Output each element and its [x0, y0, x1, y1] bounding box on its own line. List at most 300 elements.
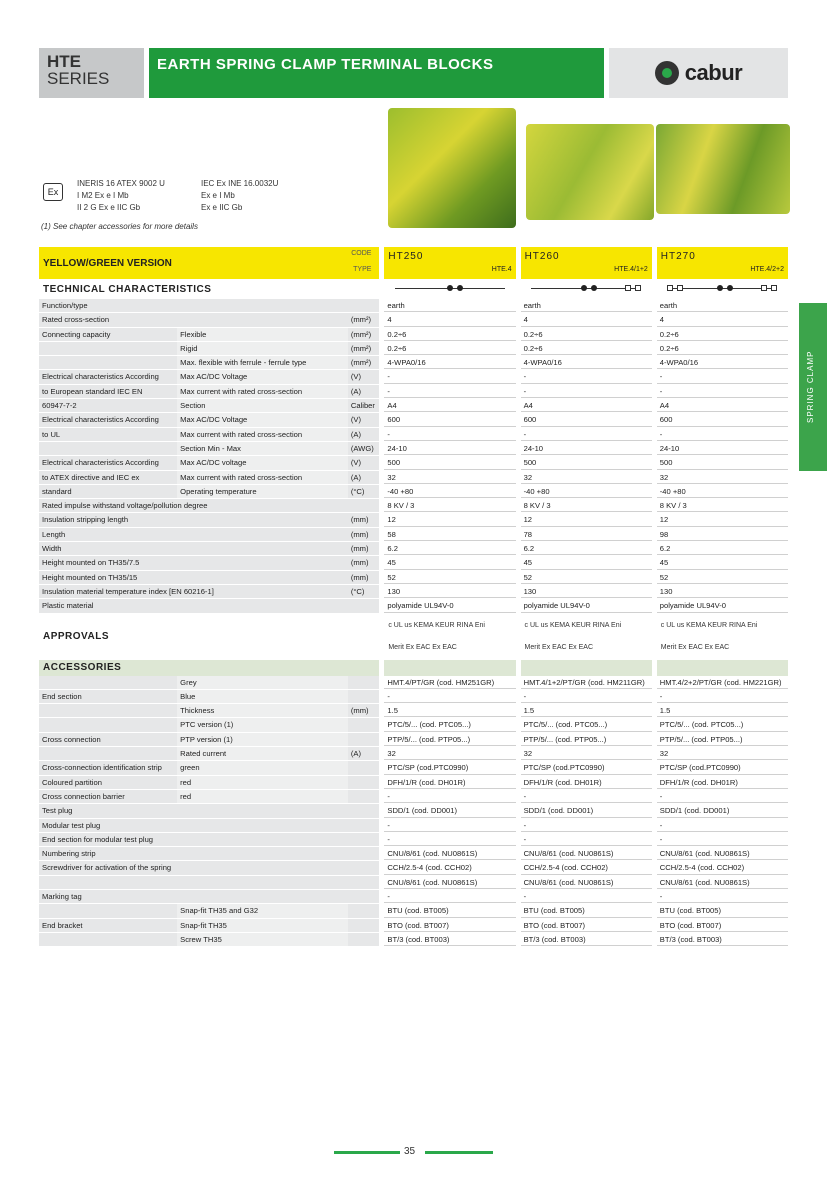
- row-value: -: [521, 790, 652, 803]
- row-unit: (A): [348, 428, 380, 441]
- row-label: [39, 876, 348, 889]
- series-badge: [39, 48, 144, 98]
- row-unit: [348, 776, 380, 789]
- atex-ex-icon: Ex: [43, 183, 63, 201]
- row-unit: [348, 499, 380, 512]
- row-label: Width: [39, 542, 348, 555]
- product-photo-ht270: [656, 124, 790, 214]
- row-value: HMT.4/1+2/PT/GR (cod. HM211GR): [521, 676, 652, 689]
- row-sublabel: Max current with rated cross-section: [177, 385, 348, 398]
- row-unit: (mm²): [348, 342, 380, 355]
- row-value: 1.5: [657, 704, 788, 717]
- row-label: Rated cross-section: [39, 313, 348, 326]
- row-value: PTP/5/... (cod. PTP05...): [384, 733, 515, 746]
- row-unit: [348, 861, 380, 874]
- table-row: [39, 542, 788, 556]
- row-label: [39, 904, 177, 917]
- row-value: PTC/SP (cod.PTC0990): [657, 761, 788, 774]
- approval-marks: c UL us KEMA KEUR RINA Eni Merit Ex EAC Ex EAC: [657, 615, 788, 659]
- table-row: [39, 370, 788, 384]
- row-value: 24-10: [384, 442, 515, 455]
- row-label: Test plug: [39, 804, 348, 817]
- row-sublabel: Max. flexible with ferrule - ferrule type: [177, 356, 348, 369]
- row-sublabel: Snap-fit TH35: [177, 919, 348, 932]
- row-value: BT/3 (cod. BT003): [657, 933, 788, 946]
- row-value: CNU/8/61 (cod. NU0861S): [521, 876, 652, 889]
- row-value: DFH/1/R (cod. DH01R): [521, 776, 652, 789]
- row-value: -: [521, 385, 652, 398]
- row-label: to European standard IEC EN: [39, 385, 177, 398]
- row-value: 0.2÷6: [384, 328, 515, 341]
- row-value: 78: [521, 528, 652, 541]
- table-row: [39, 704, 788, 718]
- approval-marks: c UL us KEMA KEUR RINA Eni Merit Ex EAC Ex EAC: [384, 615, 515, 659]
- row-value: 130: [384, 585, 515, 598]
- row-value: -: [384, 890, 515, 903]
- row-value: -: [384, 385, 515, 398]
- row-value: PTC/5/... (cod. PTC05...): [657, 718, 788, 731]
- product-header-1: HT250 HTE.4: [384, 247, 515, 279]
- approval-marks: c UL us KEMA KEUR RINA Eni Merit Ex EAC Ex EAC: [521, 615, 652, 659]
- logo-text: cabur: [684, 60, 743, 85]
- side-tab-label: SPRING CLAMP: [806, 350, 815, 423]
- table-row: [39, 676, 788, 690]
- row-value: CNU/8/61 (cod. NU0861S): [384, 847, 515, 860]
- row-unit: [348, 299, 380, 312]
- row-value: 4: [384, 313, 515, 326]
- row-value: -: [384, 428, 515, 441]
- row-unit: (V): [348, 413, 380, 426]
- row-value: 0.2÷6: [657, 328, 788, 341]
- row-unit: [348, 733, 380, 746]
- row-unit: [348, 933, 380, 946]
- row-value: earth: [521, 299, 652, 312]
- row-value: CNU/8/61 (cod. NU0861S): [521, 847, 652, 860]
- row-label: [39, 342, 177, 355]
- row-unit: (A): [348, 385, 380, 398]
- row-value: A4: [384, 399, 515, 412]
- row-value: SDD/1 (cod. DD001): [657, 804, 788, 817]
- row-value: 4-WPA0/16: [384, 356, 515, 369]
- row-value: 600: [657, 413, 788, 426]
- row-sublabel: Grey: [177, 676, 348, 689]
- row-unit: (A): [348, 471, 380, 484]
- row-sublabel: Max current with rated cross-section: [177, 471, 348, 484]
- section-title: ACCESSORIES: [39, 660, 379, 676]
- row-value: -: [521, 370, 652, 383]
- row-unit: [348, 833, 380, 846]
- row-value: PTC/5/... (cod. PTC05...): [521, 718, 652, 731]
- page-bar-left: [334, 1151, 400, 1154]
- table-row: [39, 861, 788, 875]
- table-row: [39, 456, 788, 470]
- row-value: -: [657, 890, 788, 903]
- row-value: CCH/2.5-4 (cod. CCH02): [657, 861, 788, 874]
- row-unit: [348, 847, 380, 860]
- row-value: 0.2÷6: [384, 342, 515, 355]
- row-unit: (mm): [348, 513, 380, 526]
- row-value: A4: [657, 399, 788, 412]
- atex-certs: INERIS 16 ATEX 9002 U I M2 Ex e I Mb II 2 G Ex e IIC Gb: [77, 179, 165, 212]
- row-value: -: [657, 370, 788, 383]
- table-row: [39, 690, 788, 704]
- table-row: [39, 933, 788, 947]
- row-unit: (mm²): [348, 313, 380, 326]
- row-label: [39, 676, 177, 689]
- row-sublabel: Blue: [177, 690, 348, 703]
- row-sublabel: Section: [177, 399, 348, 412]
- row-value: 0.2÷6: [521, 328, 652, 341]
- row-value: 52: [521, 571, 652, 584]
- row-sublabel: Screw TH35: [177, 933, 348, 946]
- row-value: -: [384, 370, 515, 383]
- row-label: End bracket: [39, 919, 177, 932]
- row-value: -: [384, 790, 515, 803]
- row-value: 32: [384, 747, 515, 760]
- row-sublabel: Rigid: [177, 342, 348, 355]
- row-value: SDD/1 (cod. DD001): [521, 804, 652, 817]
- row-value: -: [657, 833, 788, 846]
- tech-rows: [39, 299, 788, 614]
- row-value: 4: [521, 313, 652, 326]
- type-label: TYPE: [353, 266, 372, 273]
- row-value: 98: [657, 528, 788, 541]
- row-value: BTO (cod. BT007): [521, 919, 652, 932]
- row-value: 45: [521, 556, 652, 569]
- row-unit: [348, 599, 380, 612]
- row-sublabel: Max AC/DC voltage: [177, 456, 348, 469]
- row-unit: (V): [348, 456, 380, 469]
- row-label: End section: [39, 690, 177, 703]
- row-value: 4-WPA0/16: [657, 356, 788, 369]
- row-label: Function/type: [39, 299, 348, 312]
- table-row: [39, 399, 788, 413]
- row-label: [39, 356, 177, 369]
- row-unit: (°C): [348, 585, 380, 598]
- table-row: [39, 776, 788, 790]
- table-row: [39, 556, 788, 570]
- row-value: 52: [384, 571, 515, 584]
- row-value: CCH/2.5-4 (cod. CCH02): [384, 861, 515, 874]
- table-row: [39, 876, 788, 890]
- row-value: 4: [657, 313, 788, 326]
- row-unit: (mm): [348, 556, 380, 569]
- row-label: Connecting capacity: [39, 328, 177, 341]
- row-sublabel: green: [177, 761, 348, 774]
- approvals-row: [39, 614, 788, 660]
- row-label: Modular test plug: [39, 819, 348, 832]
- row-value: BT/3 (cod. BT003): [384, 933, 515, 946]
- cabur-logo-icon: [655, 61, 679, 85]
- row-value: 500: [657, 456, 788, 469]
- product-photo-ht250: [388, 108, 516, 228]
- row-unit: (A): [348, 747, 380, 760]
- row-unit: [348, 919, 380, 932]
- row-value: BT/3 (cod. BT003): [521, 933, 652, 946]
- table-row: [39, 528, 788, 542]
- table-row: [39, 471, 788, 485]
- row-label: Cross connection: [39, 733, 177, 746]
- row-unit: (mm): [348, 704, 380, 717]
- row-label: Screwdriver for activation of the spring: [39, 861, 348, 874]
- row-sublabel: Flexible: [177, 328, 348, 341]
- row-unit: [348, 904, 380, 917]
- row-value: 32: [521, 471, 652, 484]
- row-label: Coloured partition: [39, 776, 177, 789]
- row-label: [39, 442, 177, 455]
- row-label: [39, 704, 177, 717]
- row-value: 45: [384, 556, 515, 569]
- table-row: [39, 313, 788, 327]
- table-row: [39, 356, 788, 370]
- row-unit: (mm): [348, 542, 380, 555]
- row-label: to ATEX directive and IEC ex: [39, 471, 177, 484]
- table-row: [39, 833, 788, 847]
- row-label: 60947-7-2: [39, 399, 177, 412]
- row-value: 32: [384, 471, 515, 484]
- table-row: [39, 342, 788, 356]
- row-value: PTC/5/... (cod. PTC05...): [384, 718, 515, 731]
- row-value: -: [657, 790, 788, 803]
- row-unit: (mm²): [348, 328, 380, 341]
- row-value: 58: [384, 528, 515, 541]
- row-unit: Caliber: [348, 399, 380, 412]
- row-value: CNU/8/61 (cod. NU0861S): [657, 847, 788, 860]
- row-label: Height mounted on TH35/15: [39, 571, 348, 584]
- row-value: -: [657, 428, 788, 441]
- row-sublabel: PTC version (1): [177, 718, 348, 731]
- row-value: 32: [657, 471, 788, 484]
- row-value: 8 KV / 3: [384, 499, 515, 512]
- row-value: BTU (cod. BT005): [384, 904, 515, 917]
- row-value: BTO (cod. BT007): [657, 919, 788, 932]
- row-label: Plastic material: [39, 599, 348, 612]
- row-value: 500: [521, 456, 652, 469]
- table-row: [39, 585, 788, 599]
- row-value: -: [657, 819, 788, 832]
- series-label: SERIES: [47, 69, 110, 88]
- row-unit: (°C): [348, 485, 380, 498]
- row-value: -: [384, 690, 515, 703]
- row-unit: [348, 690, 380, 703]
- row-sublabel: red: [177, 776, 348, 789]
- row-label: to UL: [39, 428, 177, 441]
- row-value: 1.5: [521, 704, 652, 717]
- table-header: [39, 247, 788, 279]
- row-unit: [348, 718, 380, 731]
- row-value: 45: [657, 556, 788, 569]
- section-title: APPROVALS: [43, 631, 109, 643]
- row-value: -40 +80: [384, 485, 515, 498]
- product-header-2: HT260 HTE.4/1+2: [521, 247, 652, 279]
- side-tab: [799, 303, 827, 471]
- row-value: -: [521, 833, 652, 846]
- row-value: -40 +80: [521, 485, 652, 498]
- series-name: HTE: [47, 52, 81, 71]
- table-row: [39, 718, 788, 732]
- row-value: 6.2: [521, 542, 652, 555]
- row-unit: (mm²): [348, 356, 380, 369]
- table-row: [39, 328, 788, 342]
- table-row: [39, 747, 788, 761]
- row-value: 8 KV / 3: [521, 499, 652, 512]
- row-value: polyamide UL94V-0: [521, 599, 652, 612]
- table-row: [39, 904, 788, 918]
- row-label: Insulation stripping length: [39, 513, 348, 526]
- row-value: DFH/1/R (cod. DH01R): [657, 776, 788, 789]
- table-row: [39, 790, 788, 804]
- row-label: Cross-connection identification strip: [39, 761, 177, 774]
- table-row: [39, 733, 788, 747]
- row-unit: [348, 819, 380, 832]
- table-row: [39, 299, 788, 313]
- row-value: 600: [521, 413, 652, 426]
- row-sublabel: red: [177, 790, 348, 803]
- table-row: [39, 890, 788, 904]
- table-row: [39, 442, 788, 456]
- row-label: Electrical characteristics According: [39, 370, 177, 383]
- table-row: [39, 385, 788, 399]
- row-unit: (V): [348, 370, 380, 383]
- row-value: BTU (cod. BT005): [521, 904, 652, 917]
- table-row: [39, 819, 788, 833]
- row-value: CCH/2.5-4 (cod. CCH02): [521, 861, 652, 874]
- row-value: PTC/SP (cod.PTC0990): [384, 761, 515, 774]
- row-value: -: [521, 819, 652, 832]
- row-value: -: [384, 833, 515, 846]
- table-row: [39, 804, 788, 818]
- table-row: [39, 847, 788, 861]
- row-unit: (mm): [348, 528, 380, 541]
- row-value: -: [657, 690, 788, 703]
- row-unit: [348, 890, 380, 903]
- row-value: 8 KV / 3: [657, 499, 788, 512]
- row-unit: [348, 676, 380, 689]
- row-value: 130: [657, 585, 788, 598]
- row-label: Height mounted on TH35/7.5: [39, 556, 348, 569]
- row-label: [39, 933, 177, 946]
- row-value: PTP/5/... (cod. PTP05...): [521, 733, 652, 746]
- section-title: TECHNICAL CHARACTERISTICS: [43, 283, 212, 295]
- table-row: [39, 599, 788, 613]
- row-unit: [348, 761, 380, 774]
- row-label: Length: [39, 528, 348, 541]
- version-label: YELLOW/GREEN VERSION: [43, 258, 172, 269]
- row-label: Electrical characteristics According: [39, 456, 177, 469]
- row-label: Insulation material temperature index [EN 60216-1]: [39, 585, 348, 598]
- row-value: 24-10: [657, 442, 788, 455]
- table-row: [39, 919, 788, 933]
- row-unit: (AWG): [348, 442, 380, 455]
- wiring-diagram-icon: [395, 283, 505, 295]
- row-value: 130: [521, 585, 652, 598]
- row-value: 32: [657, 747, 788, 760]
- row-value: 600: [384, 413, 515, 426]
- row-sublabel: Operating temperature: [177, 485, 348, 498]
- row-value: 0.2÷6: [657, 342, 788, 355]
- row-label: Electrical characteristics According: [39, 413, 177, 426]
- row-value: -: [521, 890, 652, 903]
- row-value: A4: [521, 399, 652, 412]
- row-unit: [348, 804, 380, 817]
- row-label: End section for modular test plug: [39, 833, 348, 846]
- row-value: PTC/SP (cod.PTC0990): [521, 761, 652, 774]
- row-value: 6.2: [657, 542, 788, 555]
- row-sublabel: Section Min - Max: [177, 442, 348, 455]
- row-sublabel: Max current with rated cross-section: [177, 428, 348, 441]
- row-label: Rated impulse withstand voltage/pollution degree: [39, 499, 348, 512]
- accessory-rows: [39, 676, 788, 948]
- iecex-certs: IEC Ex INE 16.0032U Ex e I Mb Ex e IIC Gb: [201, 179, 279, 212]
- row-value: 4-WPA0/16: [521, 356, 652, 369]
- table-row: [39, 428, 788, 442]
- row-label: Marking tag: [39, 890, 348, 903]
- tech-section-header: [39, 279, 788, 299]
- row-value: polyamide UL94V-0: [384, 599, 515, 612]
- row-value: SDD/1 (cod. DD001): [384, 804, 515, 817]
- row-value: 12: [657, 513, 788, 526]
- row-value: PTP/5/... (cod. PTP05...): [657, 733, 788, 746]
- table-row: [39, 413, 788, 427]
- row-value: -: [657, 385, 788, 398]
- footnote: (1) See chapter accessories for more details: [41, 222, 198, 231]
- row-value: 6.2: [384, 542, 515, 555]
- row-value: 52: [657, 571, 788, 584]
- brand-logo: [609, 48, 788, 98]
- table-row: [39, 571, 788, 585]
- row-value: 12: [384, 513, 515, 526]
- row-sublabel: PTP version (1): [177, 733, 348, 746]
- row-value: BTU (cod. BT005): [657, 904, 788, 917]
- row-value: 0.2÷6: [521, 342, 652, 355]
- row-value: HMT.4/PT/GR (cod. HM251GR): [384, 676, 515, 689]
- row-unit: (mm): [348, 571, 380, 584]
- page-number: 35: [404, 1146, 416, 1157]
- product-header-3: HT270 HTE.4/2+2: [657, 247, 788, 279]
- row-label: Cross connection barrier: [39, 790, 177, 803]
- row-value: 500: [384, 456, 515, 469]
- row-unit: [348, 876, 380, 889]
- table-row: [39, 513, 788, 527]
- spec-table: [39, 247, 788, 947]
- row-value: HMT.4/2+2/PT/GR (cod. HM221GR): [657, 676, 788, 689]
- product-photo-ht260: [526, 124, 654, 220]
- table-row: [39, 761, 788, 775]
- row-value: CNU/8/61 (cod. NU0861S): [384, 876, 515, 889]
- row-sublabel: Max AC/DC Voltage: [177, 370, 348, 383]
- page-bar-right: [425, 1151, 493, 1154]
- row-sublabel: Rated current: [177, 747, 348, 760]
- row-value: CNU/8/61 (cod. NU0861S): [657, 876, 788, 889]
- code-label: CODE: [351, 250, 372, 257]
- row-value: earth: [384, 299, 515, 312]
- row-sublabel: Thickness: [177, 704, 348, 717]
- row-value: -: [521, 690, 652, 703]
- row-value: -: [521, 428, 652, 441]
- accessories-section-header: [39, 660, 788, 676]
- row-label: standard: [39, 485, 177, 498]
- table-row: [39, 485, 788, 499]
- row-value: 32: [521, 747, 652, 760]
- row-label: [39, 718, 177, 731]
- row-label: Numbering strip: [39, 847, 348, 860]
- row-value: DFH/1/R (cod. DH01R): [384, 776, 515, 789]
- wiring-diagram-icon: [531, 283, 641, 295]
- row-value: BTO (cod. BT007): [384, 919, 515, 932]
- page-title: EARTH SPRING CLAMP TERMINAL BLOCKS: [149, 48, 604, 98]
- row-value: -40 +80: [657, 485, 788, 498]
- row-sublabel: Snap-fit TH35 and G32: [177, 904, 348, 917]
